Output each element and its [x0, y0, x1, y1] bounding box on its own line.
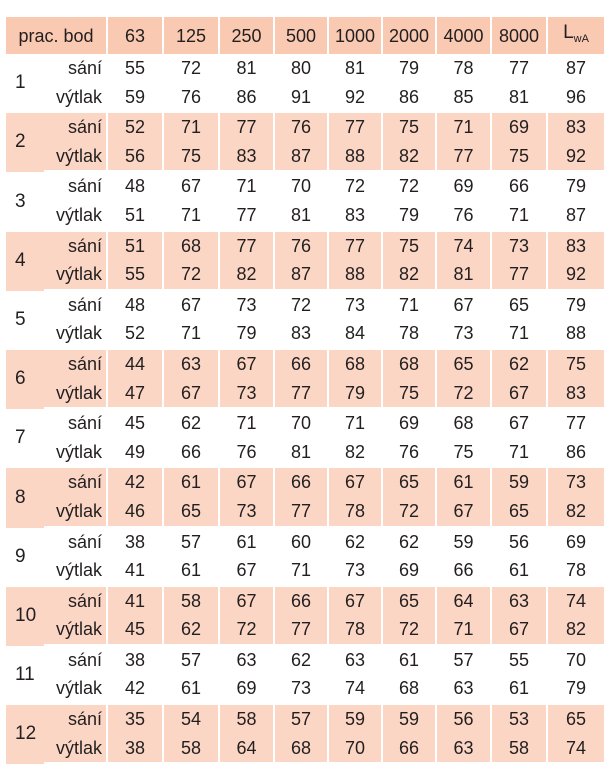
table-row: [6, 201, 604, 232]
band-value: 75: [492, 142, 548, 173]
discharge-label: výtlak: [44, 497, 108, 528]
band-value: 84: [329, 319, 383, 350]
band-value: 71: [437, 113, 492, 142]
band-value: 71: [329, 409, 383, 438]
lwa-value: 74: [548, 587, 604, 616]
band-value: 76: [275, 113, 329, 142]
band-value: 82: [220, 260, 275, 291]
point-number: 12: [6, 705, 44, 764]
table-row: [6, 497, 604, 528]
intake-label: sání: [44, 705, 108, 734]
point-column-header: prac. bod: [6, 17, 108, 54]
band-value: 56: [492, 528, 548, 557]
band-value: 62: [164, 409, 220, 438]
point-number: 8: [6, 468, 44, 527]
band-value: 74: [437, 232, 492, 261]
lwa-value: 73: [548, 468, 604, 497]
lwa-value: 70: [565, 649, 587, 670]
band-value: 67: [437, 497, 492, 528]
band-value: 59: [492, 468, 548, 497]
band-value: 81: [492, 83, 548, 114]
band-value: 79: [383, 54, 437, 83]
band-value: 69: [220, 674, 275, 705]
band-value: 56: [437, 705, 492, 734]
band-value: 72: [383, 615, 437, 646]
table-row: [6, 260, 604, 291]
lwa-sub: wA: [573, 33, 589, 45]
band-value: 79: [383, 201, 437, 232]
band-value: 63: [492, 587, 548, 616]
band-value: 72: [383, 172, 437, 201]
band-value: 67: [220, 350, 275, 379]
table-row: [6, 468, 604, 497]
lwa-value: 82: [548, 497, 604, 528]
band-value: 63: [437, 674, 492, 705]
band-value: 76: [275, 232, 329, 261]
lwa-value: 79: [548, 674, 604, 705]
discharge-label: výtlak: [44, 438, 108, 469]
band-value: 87: [275, 142, 329, 173]
freq-header: 63: [108, 17, 164, 54]
band-value: 86: [383, 83, 437, 114]
point-number: 2: [6, 113, 44, 172]
band-value: 79: [220, 319, 275, 350]
table-row: [6, 438, 604, 469]
band-value: 44: [108, 350, 164, 379]
band-value: 73: [275, 674, 329, 705]
table-row: [6, 734, 604, 764]
lwa-value: 92: [548, 260, 604, 291]
band-value: 69: [437, 172, 492, 201]
lwa-value: 87: [565, 58, 587, 78]
band-value: 77: [492, 260, 548, 291]
band-value: 66: [164, 438, 220, 469]
band-value: 77: [437, 142, 492, 173]
band-value: 54: [164, 705, 220, 734]
band-value: 77: [275, 497, 329, 528]
band-value: 71: [492, 201, 548, 232]
intake-label: sání: [44, 350, 108, 379]
table-row: [6, 232, 604, 261]
band-value: 66: [275, 468, 329, 497]
band-value: 61: [437, 468, 492, 497]
band-value: 52: [108, 319, 164, 350]
band-value: 61: [492, 674, 548, 705]
band-value: 71: [383, 291, 437, 320]
band-value: 73: [220, 291, 275, 320]
table-row: [6, 319, 604, 350]
intake-label: sání: [44, 528, 108, 557]
band-value: 75: [437, 438, 492, 469]
band-value: 47: [108, 379, 164, 410]
band-value: 67: [164, 291, 220, 320]
band-value: 69: [492, 113, 548, 142]
lwa-value: 74: [548, 734, 604, 764]
intake-label: sání: [44, 468, 108, 497]
band-value: 64: [437, 587, 492, 616]
table-row: [6, 705, 604, 734]
band-value: 77: [220, 113, 275, 142]
band-value: 72: [383, 497, 437, 528]
band-value: 57: [164, 528, 220, 557]
table-row: [6, 674, 604, 705]
band-value: 65: [383, 468, 437, 497]
band-value: 81: [220, 54, 275, 83]
band-value: 72: [329, 172, 383, 201]
lwa-value: 79: [565, 176, 587, 197]
band-value: 74: [329, 674, 383, 705]
band-value: 88: [329, 260, 383, 291]
band-value: 88: [329, 142, 383, 173]
table-body: [6, 54, 604, 764]
band-value: 61: [164, 556, 220, 587]
band-value: 63: [437, 734, 492, 764]
lwa-value: 88: [548, 319, 604, 350]
band-value: 69: [383, 556, 437, 587]
lwa-value: 96: [548, 83, 604, 114]
intake-label: sání: [44, 54, 108, 83]
band-value: 77: [275, 379, 329, 410]
lwa-value: 69: [565, 531, 587, 552]
lwa-value: 83: [548, 379, 604, 410]
band-value: 63: [164, 350, 220, 379]
band-value: 67: [220, 556, 275, 587]
band-value: 65: [383, 587, 437, 616]
freq-header: 125: [164, 17, 220, 54]
band-value: 38: [108, 734, 164, 764]
band-value: 61: [220, 528, 275, 557]
band-value: 61: [383, 646, 437, 675]
band-value: 86: [220, 83, 275, 114]
band-value: 75: [383, 113, 437, 142]
band-value: 73: [329, 291, 383, 320]
discharge-label: výtlak: [44, 556, 108, 587]
band-value: 48: [108, 172, 164, 201]
band-value: 83: [329, 201, 383, 232]
band-value: 67: [329, 468, 383, 497]
band-value: 42: [108, 468, 164, 497]
point-number: 9: [15, 545, 26, 567]
band-value: 68: [383, 674, 437, 705]
band-value: 71: [164, 113, 220, 142]
band-value: 77: [220, 201, 275, 232]
discharge-label: výtlak: [44, 319, 108, 350]
band-value: 55: [108, 260, 164, 291]
table-row: [6, 113, 604, 142]
lwa-value: 77: [565, 413, 587, 434]
band-value: 55: [108, 54, 164, 83]
band-value: 71: [437, 615, 492, 646]
lwa-value: 78: [548, 556, 604, 587]
band-value: 82: [383, 260, 437, 291]
band-value: 73: [492, 232, 548, 261]
band-value: 71: [220, 172, 275, 201]
band-value: 71: [492, 438, 548, 469]
discharge-label: výtlak: [44, 674, 108, 705]
band-value: 66: [383, 734, 437, 764]
band-value: 81: [437, 260, 492, 291]
band-value: 92: [329, 83, 383, 114]
band-value: 41: [108, 587, 164, 616]
band-value: 75: [164, 142, 220, 173]
band-value: 72: [164, 54, 220, 83]
lwa-value: 75: [548, 350, 604, 379]
band-value: 83: [220, 142, 275, 173]
band-value: 41: [108, 556, 164, 587]
band-value: 65: [492, 291, 548, 320]
lwa-value: 86: [548, 438, 604, 469]
point-number: 1: [15, 72, 26, 94]
band-value: 60: [275, 528, 329, 557]
point-number: 10: [6, 587, 44, 646]
band-value: 71: [492, 319, 548, 350]
band-value: 72: [275, 291, 329, 320]
band-value: 65: [492, 497, 548, 528]
point-number: 4: [6, 232, 44, 291]
table-row: [6, 528, 604, 557]
intake-label: sání: [44, 232, 108, 261]
band-value: 51: [108, 232, 164, 261]
band-value: 45: [108, 409, 164, 438]
band-value: 68: [437, 409, 492, 438]
band-value: 67: [164, 172, 220, 201]
band-value: 73: [220, 379, 275, 410]
band-value: 75: [383, 232, 437, 261]
band-value: 62: [329, 528, 383, 557]
discharge-label: výtlak: [44, 83, 108, 114]
band-value: 87: [275, 260, 329, 291]
band-value: 64: [220, 734, 275, 764]
table-row: [6, 409, 604, 438]
freq-header: 1000: [329, 17, 383, 54]
band-value: 77: [275, 615, 329, 646]
band-value: 38: [108, 646, 164, 675]
band-value: 56: [108, 142, 164, 173]
band-value: 73: [437, 319, 492, 350]
intake-label: sání: [44, 587, 108, 616]
band-value: 78: [329, 615, 383, 646]
band-value: 85: [437, 83, 492, 114]
band-value: 75: [383, 379, 437, 410]
band-value: 67: [492, 615, 548, 646]
band-value: 68: [275, 734, 329, 764]
band-value: 59: [383, 705, 437, 734]
band-value: 35: [108, 705, 164, 734]
lwa-value: 92: [548, 142, 604, 173]
band-value: 81: [275, 438, 329, 469]
lwa-main: L: [563, 22, 574, 43]
band-value: 58: [164, 734, 220, 764]
table-row: [6, 172, 604, 201]
band-value: 77: [492, 54, 548, 83]
band-value: 76: [220, 438, 275, 469]
table-row: [6, 646, 604, 675]
lwa-value: 83: [548, 232, 604, 261]
band-value: 59: [108, 83, 164, 114]
band-value: 91: [275, 83, 329, 114]
band-value: 76: [383, 438, 437, 469]
band-value: 67: [437, 291, 492, 320]
band-value: 67: [329, 587, 383, 616]
band-value: 67: [164, 379, 220, 410]
band-value: 61: [492, 556, 548, 587]
band-value: 78: [329, 497, 383, 528]
band-value: 71: [164, 319, 220, 350]
band-value: 70: [275, 409, 329, 438]
band-value: 58: [164, 587, 220, 616]
band-value: 71: [275, 556, 329, 587]
point-number: 11: [15, 664, 35, 686]
band-value: 78: [437, 54, 492, 83]
table-row: [6, 142, 604, 173]
band-value: 46: [108, 497, 164, 528]
point-number: 5: [15, 309, 26, 331]
table-row: [6, 556, 604, 587]
band-value: 70: [329, 734, 383, 764]
band-value: 57: [437, 646, 492, 675]
band-value: 66: [275, 587, 329, 616]
table-row: [6, 350, 604, 379]
band-value: 69: [383, 409, 437, 438]
freq-header: 8000: [492, 17, 548, 54]
table-row: [6, 83, 604, 114]
band-value: 45: [108, 615, 164, 646]
band-value: 66: [275, 350, 329, 379]
band-value: 79: [329, 379, 383, 410]
lwa-value: 87: [548, 201, 604, 232]
band-value: 61: [164, 468, 220, 497]
freq-header: 4000: [437, 17, 492, 54]
band-value: 83: [275, 319, 329, 350]
table-row: [6, 291, 604, 320]
table-row: [6, 54, 604, 83]
intake-label: sání: [44, 646, 108, 675]
band-value: 62: [383, 528, 437, 557]
band-value: 72: [437, 379, 492, 410]
discharge-label: výtlak: [44, 142, 108, 173]
band-value: 55: [492, 646, 548, 675]
intake-label: sání: [44, 291, 108, 320]
band-value: 71: [164, 201, 220, 232]
band-value: 62: [164, 615, 220, 646]
band-value: 63: [220, 646, 275, 675]
band-value: 53: [492, 705, 548, 734]
discharge-label: výtlak: [44, 260, 108, 291]
freq-header: 500: [275, 17, 329, 54]
discharge-label: výtlak: [44, 379, 108, 410]
band-value: 80: [275, 54, 329, 83]
band-value: 62: [492, 350, 548, 379]
lwa-value: 82: [548, 615, 604, 646]
band-value: 70: [275, 172, 329, 201]
band-value: 61: [164, 674, 220, 705]
band-value: 58: [492, 734, 548, 764]
table-row: [6, 587, 604, 616]
band-value: 82: [329, 438, 383, 469]
band-value: 77: [329, 113, 383, 142]
band-value: 72: [164, 260, 220, 291]
band-value: 62: [275, 646, 329, 675]
point-number: 6: [6, 350, 44, 409]
band-value: 68: [383, 350, 437, 379]
lwa-header: [548, 17, 604, 54]
band-value: 78: [383, 319, 437, 350]
band-value: 42: [108, 674, 164, 705]
band-value: 57: [164, 646, 220, 675]
band-value: 65: [437, 350, 492, 379]
lwa-value: 83: [548, 113, 604, 142]
discharge-label: výtlak: [44, 615, 108, 646]
band-value: 63: [329, 646, 383, 675]
band-value: 73: [329, 556, 383, 587]
discharge-label: výtlak: [44, 201, 108, 232]
band-value: 66: [492, 172, 548, 201]
intake-label: sání: [44, 172, 108, 201]
band-value: 77: [329, 232, 383, 261]
point-number: 3: [15, 190, 26, 212]
band-value: 81: [275, 201, 329, 232]
intake-label: sání: [44, 113, 108, 142]
band-value: 57: [275, 705, 329, 734]
table-row: [6, 615, 604, 646]
band-value: 72: [220, 615, 275, 646]
band-value: 67: [220, 468, 275, 497]
table-row: [6, 379, 604, 410]
band-value: 59: [437, 528, 492, 557]
band-value: 67: [492, 409, 548, 438]
band-value: 81: [329, 54, 383, 83]
discharge-label: výtlak: [44, 734, 108, 764]
band-value: 51: [108, 201, 164, 232]
freq-header: 2000: [383, 17, 437, 54]
band-value: 48: [108, 291, 164, 320]
band-value: 66: [437, 556, 492, 587]
band-value: 52: [108, 113, 164, 142]
band-value: 71: [220, 409, 275, 438]
intake-label: sání: [44, 409, 108, 438]
band-value: 67: [492, 379, 548, 410]
sound-power-table: [6, 17, 604, 764]
band-value: 65: [164, 497, 220, 528]
freq-header: 250: [220, 17, 275, 54]
band-value: 82: [383, 142, 437, 173]
lwa-value: 65: [548, 705, 604, 734]
band-value: 58: [220, 705, 275, 734]
band-value: 67: [220, 587, 275, 616]
band-value: 76: [437, 201, 492, 232]
band-value: 76: [164, 83, 220, 114]
band-value: 59: [329, 705, 383, 734]
band-value: 77: [220, 232, 275, 261]
band-value: 73: [220, 497, 275, 528]
lwa-value: 79: [565, 294, 587, 315]
band-value: 68: [329, 350, 383, 379]
band-value: 49: [108, 438, 164, 469]
point-number: 7: [15, 427, 26, 449]
band-value: 68: [164, 232, 220, 261]
band-value: 38: [108, 528, 164, 557]
header-row: [6, 17, 604, 54]
